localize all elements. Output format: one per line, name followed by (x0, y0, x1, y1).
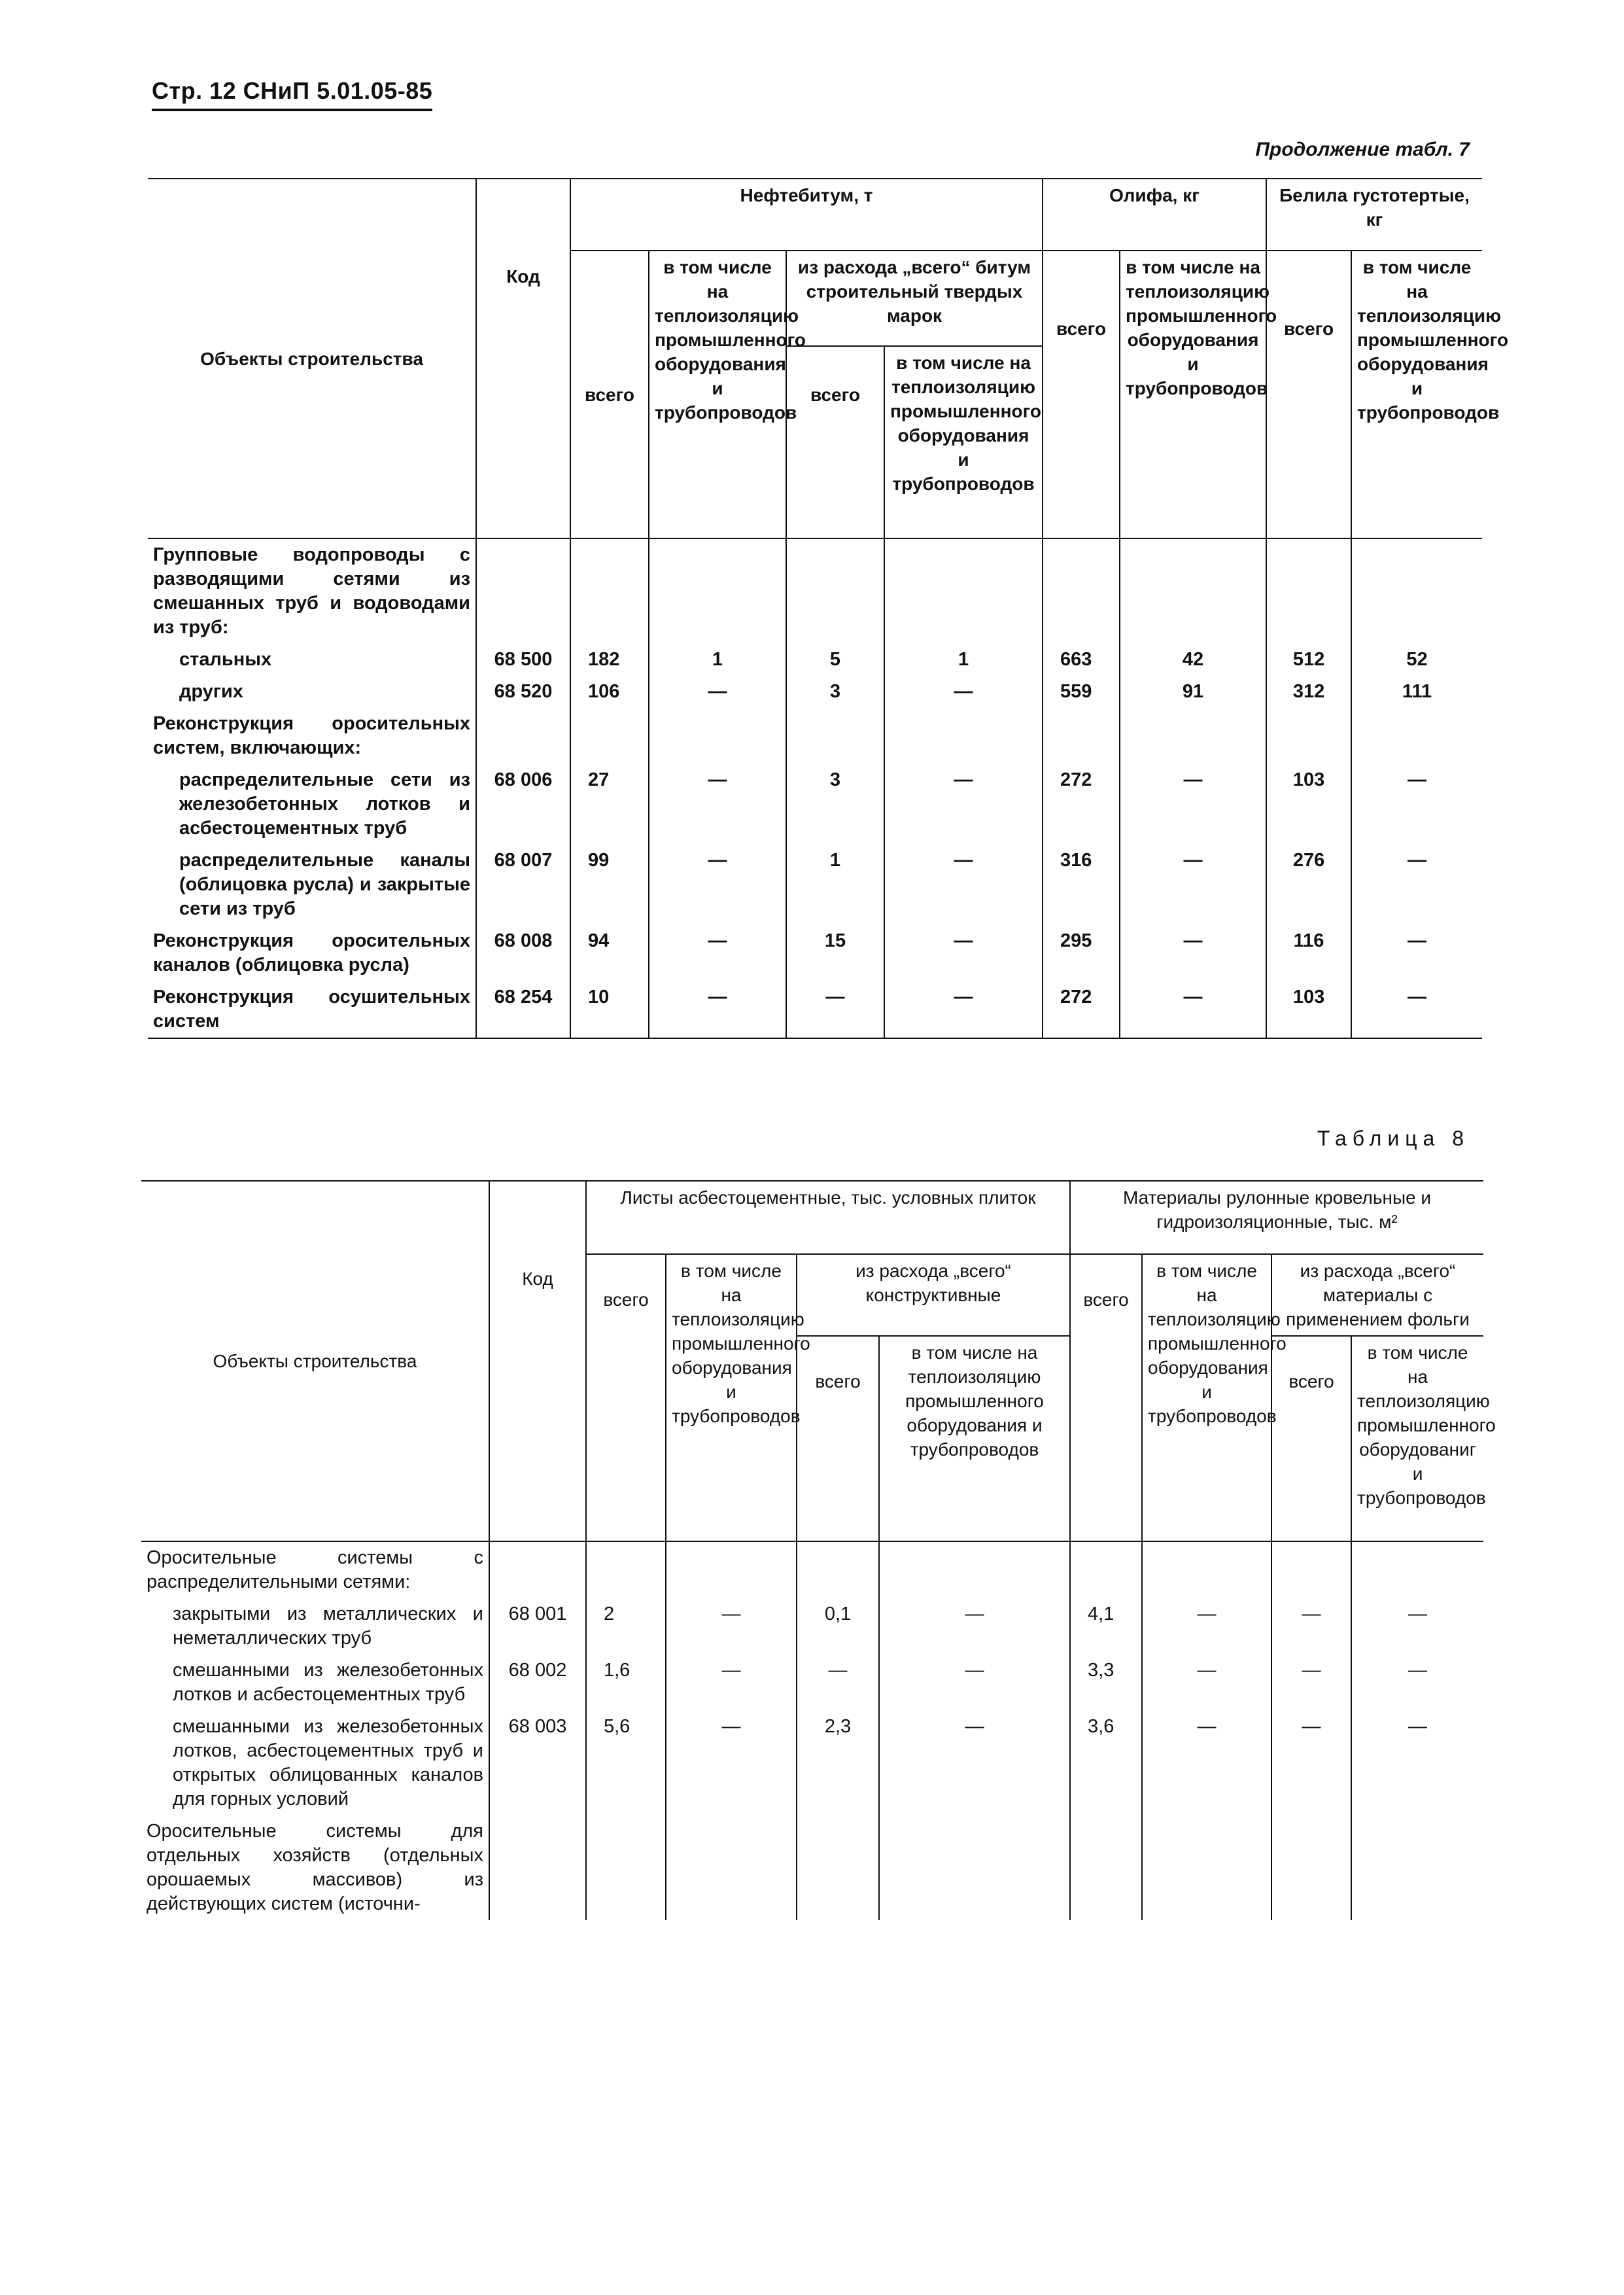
row-code: 68 003 (489, 1711, 586, 1815)
cell-value: — (879, 1598, 1070, 1655)
cell-value: 106 (570, 676, 649, 708)
table-row (141, 1598, 1483, 1655)
cell-value (797, 1815, 879, 1920)
header-objects: Объекты строительства (148, 179, 476, 538)
cell-value: 94 (570, 925, 649, 981)
table-row (148, 676, 1482, 708)
cell-value (1070, 1541, 1142, 1598)
table-row (148, 981, 1482, 1038)
cell-value: 91 (1120, 676, 1266, 708)
cell-value: 15 (786, 925, 884, 981)
cell-value (1142, 1541, 1271, 1598)
header-from-total-foil: из расхода „всего“ материалы с применением фольги (1271, 1254, 1483, 1336)
cell-value (1271, 1815, 1351, 1920)
table-row (148, 845, 1482, 925)
cell-value (1271, 1541, 1351, 1598)
row-label: закрытыми из металлических и неметаллических труб (173, 1603, 483, 1649)
cell-value: 116 (1266, 925, 1351, 981)
cell-value: — (1142, 1711, 1271, 1815)
cell-value: — (884, 925, 1043, 981)
header-rulon-vsego: всего (1070, 1254, 1142, 1541)
cell-value (1043, 708, 1120, 764)
header-foil-incl: в том числе на теплоизоляцию промышленного оборудованиг и трубопроводов (1351, 1336, 1483, 1541)
row-code: 68 520 (476, 676, 570, 708)
cell-value (1142, 1815, 1271, 1920)
cell-value (879, 1541, 1070, 1598)
row-label: распределительные каналы (облицовка русла) и закрытые сети из труб (179, 850, 470, 919)
cell-value (649, 708, 786, 764)
row-label: смешанными из железобетонных лотков, асбестоцементных труб и открытых облицованных каналов для горных условий (173, 1716, 483, 1810)
cell-value: 1 (884, 644, 1043, 676)
cell-value: 295 (1043, 925, 1120, 981)
cell-value: — (1271, 1598, 1351, 1655)
cell-value: 27 (570, 764, 649, 845)
cell-value (649, 538, 786, 644)
row-label: Групповые водопроводы с разводящими сетями из смешанных труб и водоводами из труб: (148, 538, 476, 644)
header-incl-insul: в том числе на теплоизоляцию промышленного оборудования и трубопроводов (666, 1254, 797, 1541)
row-label: Оросительные системы для отдельных хозяйств (отдельных орошаемых массивов) из действующих систем (источни- (147, 1821, 483, 1914)
header-from-total-constr: из расхода „всего“ конструктивные (797, 1254, 1070, 1336)
row-code: 68 002 (489, 1655, 586, 1711)
row-code (489, 1815, 586, 1920)
cell-value: 103 (1266, 981, 1351, 1038)
cell-value: 42 (1120, 644, 1266, 676)
cell-value: 0,1 (797, 1598, 879, 1655)
header-sub-incl: в том числе на теплоизоляцию промышленного оборудования и трубопроводов (879, 1336, 1070, 1541)
cell-value (1070, 1815, 1142, 1920)
table-8 (141, 1180, 1496, 1920)
row-label: Реконструкция оросительных каналов (облицовка русла) (153, 930, 470, 975)
row-code: 68 254 (476, 981, 570, 1038)
cell-value: 276 (1266, 845, 1351, 925)
cell-value: — (1351, 1598, 1483, 1655)
header-neftebitum: Нефтебитум, т (570, 179, 1043, 251)
cell-value: — (1120, 764, 1266, 845)
cell-value (786, 708, 884, 764)
cell-value: 4,1 (1070, 1598, 1142, 1655)
cell-value: — (1351, 981, 1482, 1038)
cell-value: — (1120, 925, 1266, 981)
table-7 (148, 178, 1509, 1039)
cell-value: — (884, 676, 1043, 708)
row-label: распределительные сети из железобетонных лотков и асбестоцементных труб (179, 769, 470, 839)
row-code: 68 006 (476, 764, 570, 845)
cell-value (797, 1541, 879, 1598)
row-label: других (179, 681, 243, 702)
cell-value: 3 (786, 676, 884, 708)
cell-value: — (1351, 925, 1482, 981)
header-belila: Белила густотертые, кг (1266, 179, 1482, 251)
cell-value (570, 538, 649, 644)
cell-value: — (884, 981, 1043, 1038)
row-label: Реконструкция осушительных систем (148, 981, 476, 1038)
cell-value (1351, 708, 1482, 764)
cell-value (884, 708, 1043, 764)
cell-value: — (797, 1655, 879, 1711)
cell-value: — (1351, 1655, 1483, 1711)
cell-value: 5 (786, 644, 884, 676)
header-olifa-vsego: всего (1043, 251, 1120, 538)
cell-value: 2,3 (797, 1711, 879, 1815)
cell-value: 272 (1043, 764, 1120, 845)
cell-value: — (666, 1711, 797, 1815)
row-code (489, 1541, 586, 1598)
cell-value: 52 (1351, 644, 1482, 676)
table-row (141, 1655, 1483, 1711)
cell-value: 5,6 (586, 1711, 666, 1815)
cell-value (786, 538, 884, 644)
cell-value (884, 538, 1043, 644)
cell-value (570, 708, 649, 764)
cell-value (666, 1541, 797, 1598)
cell-value: — (786, 981, 884, 1038)
header-vsego: всего (586, 1254, 666, 1541)
cell-value (1120, 538, 1266, 644)
cell-value: 3,3 (1070, 1655, 1142, 1711)
cell-value: — (649, 764, 786, 845)
table-row (148, 764, 1482, 845)
cell-value: — (1351, 845, 1482, 925)
cell-value (1043, 538, 1120, 644)
cell-value: 2 (586, 1598, 666, 1655)
cell-value: — (879, 1655, 1070, 1711)
table-row (148, 708, 1482, 764)
continuation-label: Продолжение табл. 7 (1255, 139, 1470, 160)
cell-value: 111 (1351, 676, 1482, 708)
row-code: 68 007 (476, 845, 570, 925)
header-vsego: всего (570, 251, 649, 538)
table-row (141, 1815, 1483, 1920)
header-olifa: Олифа, кг (1043, 179, 1266, 251)
cell-value: 103 (1266, 764, 1351, 845)
cell-value: — (1271, 1655, 1351, 1711)
cell-value: 559 (1043, 676, 1120, 708)
cell-value (1351, 538, 1482, 644)
header-asbest: Листы асбестоцементные, тыс. условных плиток (586, 1181, 1070, 1254)
row-code: 68 008 (476, 925, 570, 981)
cell-value (586, 1815, 666, 1920)
header-sub-vsego: всего (786, 346, 884, 538)
cell-value: 182 (570, 644, 649, 676)
row-label: Реконструкция оросительных систем, включающих: (153, 713, 470, 758)
cell-value (1351, 1541, 1483, 1598)
table-row (148, 644, 1482, 676)
cell-value: — (884, 764, 1043, 845)
header-code: Код (476, 179, 570, 538)
row-code (476, 538, 570, 644)
cell-value: 1 (649, 644, 786, 676)
table-8-label: Таблица 8 (1317, 1127, 1470, 1150)
row-code: 68 001 (489, 1598, 586, 1655)
header-belila-incl: в том числе на теплоизоляцию промышленного оборудования и трубопроводов (1351, 251, 1482, 538)
cell-value: — (879, 1711, 1070, 1815)
cell-value: — (1120, 981, 1266, 1038)
header-olifa-incl: в том числе на теплоизоляцию промышленного оборудования и трубопроводов (1120, 251, 1266, 538)
cell-value: 512 (1266, 644, 1351, 676)
cell-value: 3 (786, 764, 884, 845)
cell-value: 3,6 (1070, 1711, 1142, 1815)
cell-value: — (649, 981, 786, 1038)
header-belila-vsego: всего (1266, 251, 1351, 538)
cell-value: — (666, 1655, 797, 1711)
header-incl-insul: в том числе на теплоизоляцию промышленного оборудования и трубопроводов (649, 251, 786, 538)
page-header: Стр. 12 СНиП 5.01.05-85 (152, 77, 432, 111)
cell-value: — (649, 925, 786, 981)
cell-value: — (1142, 1598, 1271, 1655)
header-code: Код (489, 1181, 586, 1541)
cell-value: — (666, 1598, 797, 1655)
row-code: 68 500 (476, 644, 570, 676)
row-label: смешанными из железобетонных лотков и асбестоцементных труб (173, 1660, 483, 1705)
cell-value (586, 1541, 666, 1598)
header-foil-vsego: всего (1271, 1336, 1351, 1541)
cell-value: 316 (1043, 845, 1120, 925)
cell-value (879, 1815, 1070, 1920)
cell-value: 1,6 (586, 1655, 666, 1711)
cell-value: 99 (570, 845, 649, 925)
header-sub-vsego: всего (797, 1336, 879, 1541)
header-objects: Объекты строительства (141, 1181, 489, 1541)
header-sub-incl: в том числе на теплоизоляцию промышленного оборудования и трубопроводов (884, 346, 1043, 538)
row-label: стальных (179, 649, 272, 670)
cell-value: 663 (1043, 644, 1120, 676)
table-row (148, 925, 1482, 981)
header-rulon: Материалы рулонные кровельные и гидроизоляционные, тыс. м² (1070, 1181, 1483, 1254)
cell-value: — (1351, 764, 1482, 845)
cell-value: 312 (1266, 676, 1351, 708)
cell-value (1120, 708, 1266, 764)
cell-value: 272 (1043, 981, 1120, 1038)
cell-value: — (649, 845, 786, 925)
cell-value (1266, 708, 1351, 764)
cell-value: — (649, 676, 786, 708)
row-label: Оросительные системы с распределительными сетями: (141, 1541, 489, 1598)
cell-value (666, 1815, 797, 1920)
table-row (148, 538, 1482, 644)
table-row (141, 1541, 1483, 1598)
cell-value (1266, 538, 1351, 644)
cell-value: 1 (786, 845, 884, 925)
header-rulon-incl: в том числе на теплоизоляцию промышленного оборудования и трубопроводов (1142, 1254, 1271, 1541)
cell-value (1351, 1815, 1483, 1920)
cell-value: — (884, 845, 1043, 925)
row-code (476, 708, 570, 764)
cell-value: — (1142, 1655, 1271, 1711)
cell-value: — (1120, 845, 1266, 925)
cell-value: 10 (570, 981, 649, 1038)
table-row (141, 1711, 1483, 1815)
header-from-total-bitum: из расхода „всего“ битум строительный твердых марок (786, 251, 1043, 346)
cell-value: — (1351, 1711, 1483, 1815)
cell-value: — (1271, 1711, 1351, 1815)
